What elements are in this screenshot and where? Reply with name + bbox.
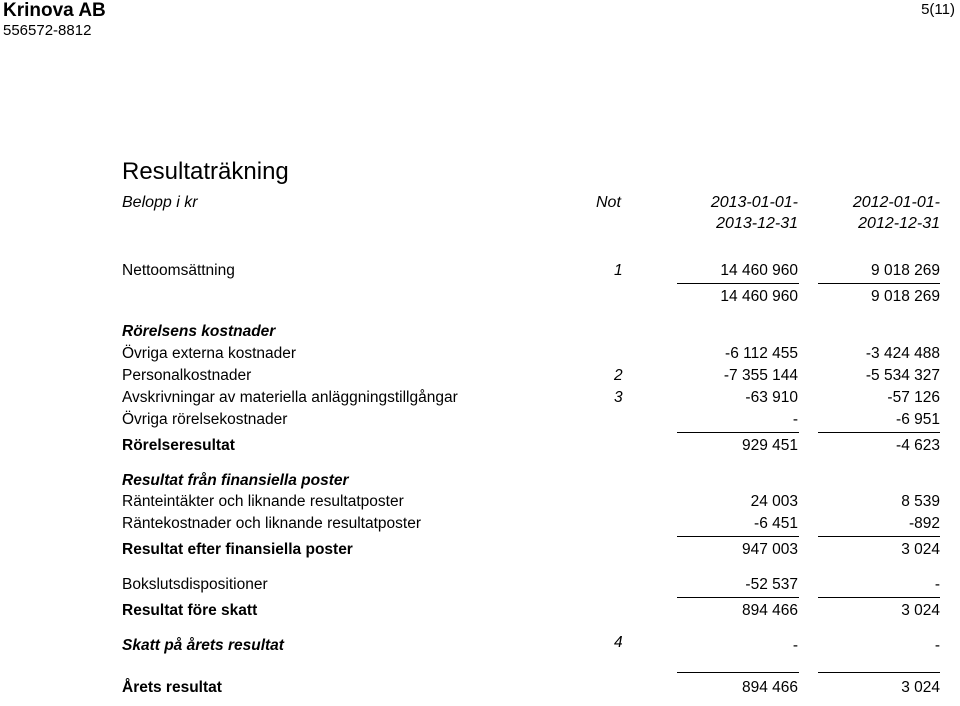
- period1-header-end: 2013-12-31: [716, 215, 798, 232]
- table-row: [0, 437, 960, 457]
- subtotal-rule: [677, 432, 799, 433]
- row-label: Resultat före skatt: [122, 602, 258, 619]
- value-2012: -: [934, 637, 940, 654]
- table-row: [0, 288, 960, 308]
- value-2012: 3 024: [901, 602, 940, 619]
- value-2013: -: [792, 637, 798, 654]
- row-label: Personalkostnader: [122, 367, 252, 384]
- row-label: Ränteintäkter och liknande resultatposter: [122, 493, 404, 510]
- value-2013: -: [792, 411, 798, 428]
- value-2013: 894 466: [741, 679, 798, 696]
- row-note: 3: [614, 389, 623, 406]
- subtotal-rule: [677, 536, 799, 537]
- value-2013: 894 466: [741, 602, 798, 619]
- value-2012: 9 018 269: [871, 288, 940, 305]
- value-2013: 929 451: [741, 437, 798, 454]
- table-row: [0, 262, 960, 282]
- row-label: Avskrivningar av materiella anläggningstillgångar: [122, 389, 458, 406]
- table-row: [0, 345, 960, 365]
- org-number: 556572-8812: [3, 22, 92, 39]
- table-row: [0, 493, 960, 513]
- row-label: Skatt på årets resultat: [122, 637, 284, 654]
- table-row: [0, 389, 960, 409]
- row-label: Resultat efter finansiella poster: [122, 541, 353, 558]
- value-2012: 3 024: [901, 541, 940, 558]
- table-row: [0, 515, 960, 535]
- row-label: Årets resultat: [122, 679, 222, 696]
- period2-header-start: 2012-01-01-: [852, 194, 940, 211]
- value-2012: -3 424 488: [865, 345, 940, 362]
- subtotal-rule: [818, 672, 940, 673]
- value-2012: 3 024: [901, 679, 940, 696]
- section-heading: [0, 323, 960, 343]
- company-name: Krinova AB: [3, 0, 106, 21]
- value-2012: -5 534 327: [865, 367, 940, 384]
- value-2013: -63 910: [745, 389, 798, 406]
- row-label: Räntekostnader och liknande resultatposter: [122, 515, 421, 532]
- value-2012: -4 623: [896, 437, 940, 454]
- table-row: [0, 576, 960, 596]
- section-heading: [0, 472, 960, 492]
- value-2013: -6 451: [754, 515, 798, 532]
- subtotal-rule: [818, 536, 940, 537]
- row-label: Bokslutsdispositioner: [122, 576, 268, 593]
- subtotal-rule: [818, 597, 940, 598]
- value-2013: 24 003: [750, 493, 798, 510]
- subtotal-rule: [677, 283, 799, 284]
- subtotal-rule: [677, 597, 799, 598]
- row-note: 2: [614, 367, 623, 384]
- value-2013: -6 112 455: [725, 345, 798, 362]
- row-label: Övriga rörelsekostnader: [122, 411, 288, 428]
- amount-label-header: Belopp i kr: [122, 194, 198, 211]
- row-label: Nettoomsättning: [122, 262, 235, 279]
- subtotal-rule: [677, 672, 799, 673]
- table-row: [0, 541, 960, 561]
- note-header: Not: [596, 194, 621, 211]
- value-2012: -57 126: [887, 389, 940, 406]
- value-2012: -892: [908, 515, 940, 532]
- row-label: Övriga externa kostnader: [122, 345, 297, 362]
- value-2012: -: [934, 576, 940, 593]
- table-row: [0, 634, 960, 657]
- value-2013: -52 537: [745, 576, 798, 593]
- subtotal-rule: [818, 283, 940, 284]
- table-row: [0, 367, 960, 387]
- value-2012: 8 539: [901, 493, 940, 510]
- subtotal-rule: [818, 432, 940, 433]
- value-2012: 9 018 269: [871, 262, 940, 279]
- period1-header-start: 2013-01-01-: [710, 194, 798, 211]
- row-note: 4: [614, 634, 623, 651]
- table-row: [0, 602, 960, 622]
- page-title: Resultaträkning: [122, 158, 289, 185]
- value-2013: 14 460 960: [720, 262, 798, 279]
- value-2013: 947 003: [741, 541, 798, 558]
- value-2013: 14 460 960: [720, 288, 798, 305]
- value-2013: -7 355 144: [723, 367, 798, 384]
- row-note: 1: [614, 262, 623, 279]
- page-number: 5(11): [921, 1, 955, 18]
- row-label: Rörelseresultat: [122, 437, 235, 454]
- row-label: Rörelsens kostnader: [122, 323, 276, 340]
- row-label: Resultat från finansiella poster: [122, 472, 349, 489]
- period2-header-end: 2012-12-31: [858, 215, 940, 232]
- table-row: [0, 679, 960, 699]
- value-2012: -6 951: [896, 411, 940, 428]
- table-row: [0, 411, 960, 431]
